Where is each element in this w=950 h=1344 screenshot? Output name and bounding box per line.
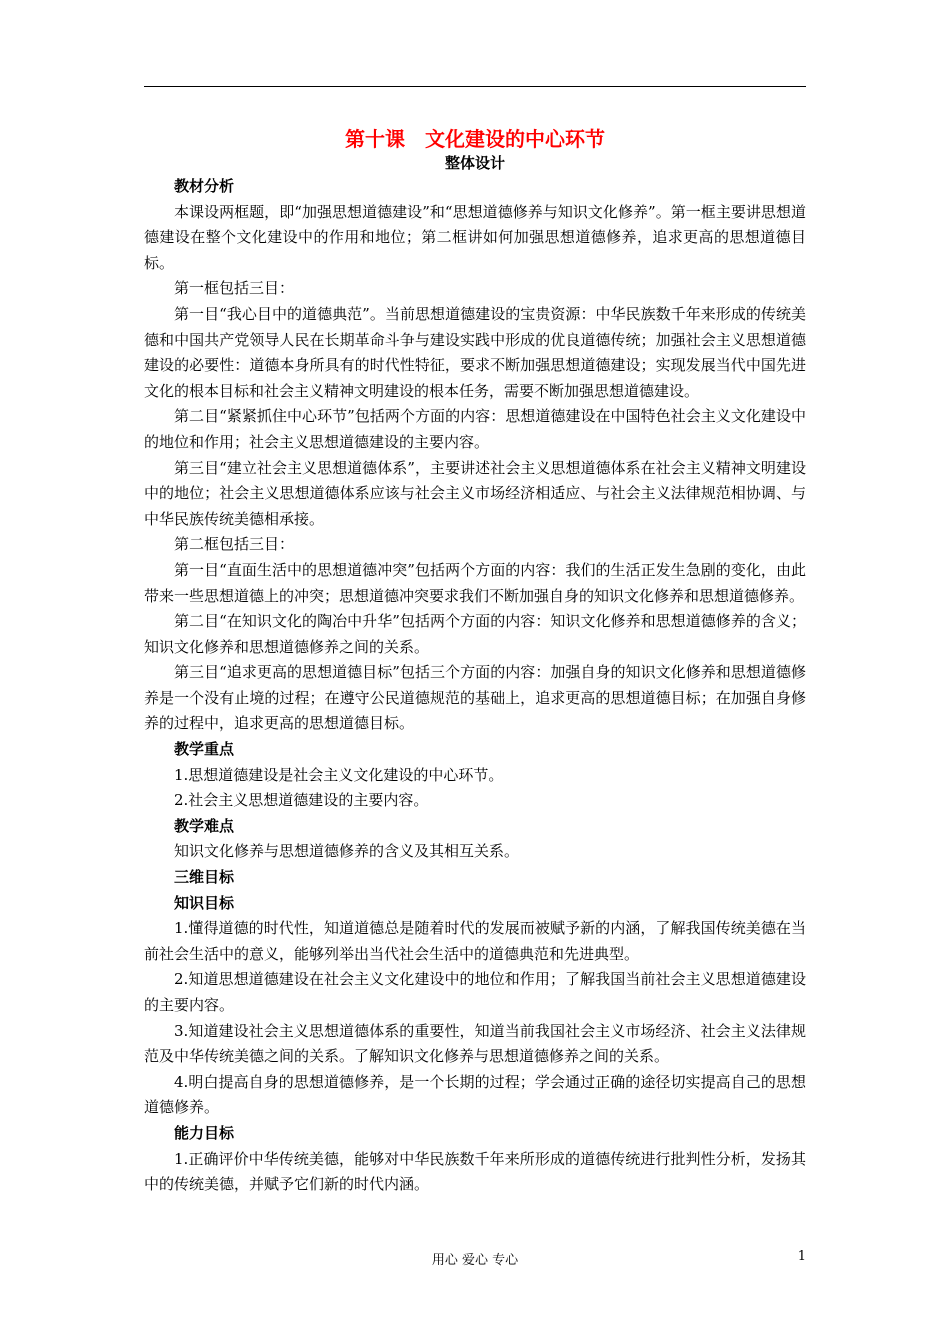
header-rule xyxy=(144,86,806,87)
section-heading: 教学难点 xyxy=(174,816,235,835)
footer-motto: 用心 爱心 专心 xyxy=(431,1253,519,1268)
body-paragraph: 第二框包括三目： xyxy=(174,535,295,554)
body-paragraph: 1.正确评价中华传统美德，能够对中华民族数千年来所形成的道德传统进行批判性分析，发扬其中的传统美德，并赋予它们新的时代内涵。 xyxy=(144,1149,806,1194)
body-paragraph: 知识文化修养与思想道德修养的含义及其相互关系。 xyxy=(174,842,520,861)
body-paragraph: 本课设两框题，即“加强思想道德建设”和“思想道德修养与知识文化修养”。第一框主要讲思想道德建设在整个文化建设中的作用和地位；第二框讲如何加强思想道德修养，追求更高的思想道德目标。 xyxy=(144,202,806,272)
body-paragraph: 2.社会主义思想道德建设的主要内容。 xyxy=(174,791,429,810)
body-paragraph: 第一目“我心目中的道德典范”。当前思想道德建设的宝贵资源：中华民族数千年来形成的传统美德和中国共产党领导人民在长期革命斗争与建设实践中形成的优良道德传统；加强社会主义思想道德建设的必要性：道德本身所具有的时代性特征，要求不断加强思想道德建设；实现发展当代中国先进文化的根本目标和社会主义精神文明建设的根本任务，需要不断加强思想道德建设。 xyxy=(144,304,806,400)
body-paragraph: 1.思想道德建设是社会主义文化建设的中心环节。 xyxy=(174,765,504,784)
section-heading: 教学重点 xyxy=(174,740,235,759)
body-paragraph: 4.明白提高自身的思想道德修养，是一个长期的过程；学会通过正确的途径切实提高自己的思想道德修养。 xyxy=(144,1072,806,1117)
body-paragraph: 第一目“直面生活中的思想道德冲突”包括两个方面的内容：我们的生活正发生急剧的变化，由此带来一些思想道德上的冲突；思想道德冲突要求我们不断加强自身的知识文化修养和思想道德修养。 xyxy=(144,560,806,605)
document-body xyxy=(144,174,806,1198)
section-subtitle: 整体设计 xyxy=(444,154,505,172)
lesson-title: 第十课 文化建设的中心环节 xyxy=(345,127,605,151)
section-heading: 三维目标 xyxy=(174,868,235,887)
page-number: 1 xyxy=(797,1249,806,1264)
body-paragraph: 1.懂得道德的时代性，知道道德总是随着时代的发展而被赋予新的内涵，了解我国传统美德在当前社会生活中的意义，能够列举出当代社会生活中的道德典范和先进典型。 xyxy=(144,919,806,963)
body-paragraph: 第二目“紧紧抓住中心环节”包括两个方面的内容：思想道德建设在中国特色社会主义文化建设中的地位和作用；社会主义思想道德建设的主要内容。 xyxy=(144,407,806,451)
body-paragraph: 第一框包括三目： xyxy=(174,279,295,298)
body-paragraph: 3.知道建设社会主义思想道德体系的重要性，知道当前我国社会主义市场经济、社会主义法律规范及中华传统美德之间的关系。了解知识文化修养与思想道德修养之间的关系。 xyxy=(144,1021,806,1066)
body-paragraph: 第三目“建立社会主义思想道德体系”，主要讲述社会主义思想道德体系在社会主义精神文明建设中的地位；社会主义思想道德体系应该与社会主义市场经济相适应、与社会主义法律规范相协调、与中华民族传统美德相承接。 xyxy=(144,458,806,528)
body-paragraph: 2.知道思想道德建设在社会主义文化建设中的地位和作用；了解我国当前社会主义思想道德建设的主要内容。 xyxy=(144,970,806,1014)
section-heading: 知识目标 xyxy=(174,893,235,912)
section-heading: 教材分析 xyxy=(174,177,235,195)
section-heading: 能力目标 xyxy=(174,1123,235,1142)
body-paragraph: 第三目“追求更高的思想道德目标”包括三个方面的内容：加强自身的知识文化修养和思想道德修养是一个没有止境的过程；在遵守公民道德规范的基础上，追求更高的思想道德目标；在加强自身修养的过程中，追求更高的思想道德目标。 xyxy=(144,663,806,733)
body-paragraph: 第二目“在知识文化的陶冶中升华”包括两个方面的内容：知识文化修养和思想道德修养的含义；知识文化修养和思想道德修养之间的关系。 xyxy=(144,612,806,656)
